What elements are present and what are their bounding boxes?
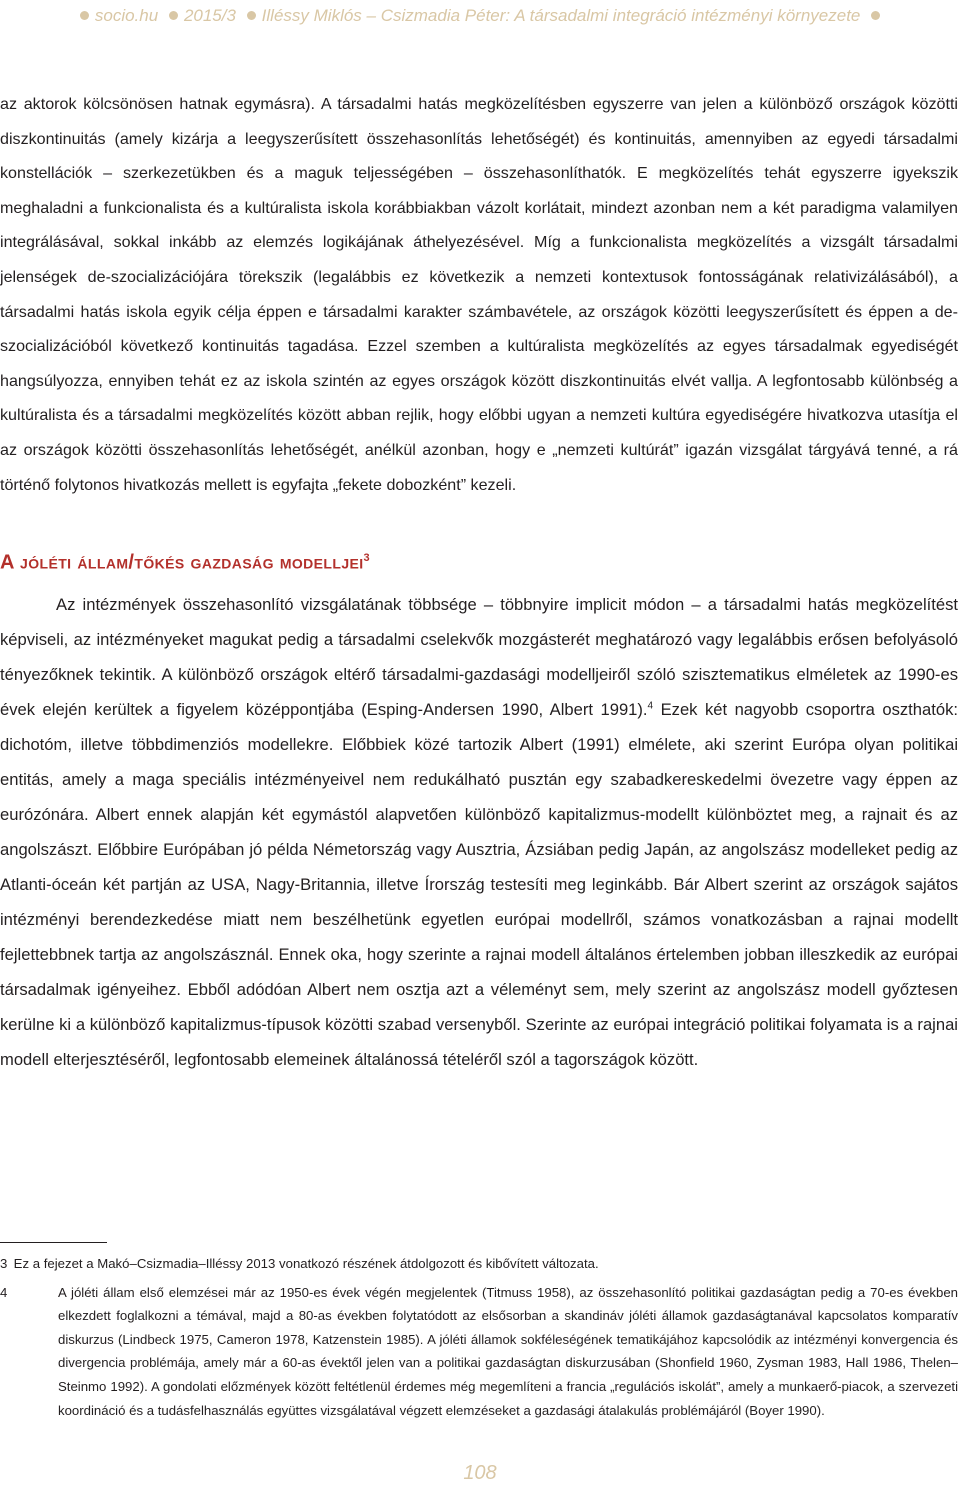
section-heading-footnote-ref[interactable]: 3 [363, 552, 371, 565]
footnote-number: 4 [0, 1284, 8, 1300]
section-paragraph-text-1: Az intézmények összehasonlító vizsgálatának többsége – többnyire implicit módon – a társadalmi hatás megközelítést képviseli, az intézményeket magukat pedig a társadalmi cselekvők mozgásterét meghatározó vagy legalábbis erősen befolyásoló tényezőknek tekintik. A különböző országok eltérő társadalmi-gazdasági modelljeiről szóló szisztematikus elméletek az 1990-es évek elején kerültek a figyelem középpontjába (Esping-Andersen 1990, Albert 1991). [0, 595, 958, 720]
footnotes [0, 1252, 958, 1427]
section-paragraph [0, 587, 958, 1077]
bullet-dot-icon [169, 11, 178, 20]
section-body [0, 587, 958, 1077]
section-heading [0, 538, 958, 578]
header-article: Illéssy Miklós – Csizmadia Péter: A társadalmi integráció intézményi környezete [261, 6, 861, 25]
footnote-4 [0, 1281, 958, 1423]
page-body [0, 87, 958, 1077]
header-issue: 2015/3 [183, 6, 236, 25]
bullet-dot-icon [871, 11, 880, 20]
footnote-3 [0, 1252, 958, 1276]
bullet-dot-icon [247, 11, 256, 20]
intro-paragraph [0, 87, 958, 502]
page-number: 108 [463, 1462, 497, 1484]
footnote-divider [0, 1242, 107, 1243]
section-heading-text: A jóléti állam/tőkés gazdaság modelljei [0, 551, 364, 574]
running-header [0, 4, 960, 28]
footnote-text: Ez a fejezet a Makó–Csizmadia–Illéssy 2013 vonatkozó részének átdolgozott és kibővített változata. [13, 1256, 599, 1271]
footnote-number: 3 [0, 1256, 8, 1271]
bullet-dot-icon [80, 11, 89, 20]
footnote-text: A jóléti állam első elemzései már az 1950-es évek végén megjelentek (Titmuss 1958), az összehasonlító politikai gazdaságtan pedig a 70-es években elkezdett foglalkozni a témával, majd a 80-as években folytatódott az elsősorban a skandináv jóléti államok gazdaságtanával kapcsolatos komparatív diskurzus (Lindbeck 1975, Cameron 1978, Katzenstein 1985). A jóléti államok sokféleségének tematikájához kapcsolódik az intézményi konvergencia és divergencia problémája, amely már a 60-as évektől jelen van a politikai gazdaságtan diskurzusában (Shonfield 1960, Zysman 1983, Hall 1986, Thelen–Steinmo 1992). A gondolati előzmények között feltétlenül érdemes még megemlíteni a francia „regulációs iskolát”, amely a munkaerő-piacok, a szervezeti koordináció és a tudásfelhasználás együttes vizsgálatával végzett elemzéseket a gazdasági átalakulás problémájáról (Boyer 1990). [58, 1284, 958, 1418]
section-paragraph-text-2: Ezek két nagyobb csoportra oszthatók: dichotóm, illetve többdimenziós modellekre. Előbbiek közé tartozik Albert (1991) elmélete, aki szerint Európa olyan politikai entitás, amely a maga speciális intézményeivel nem redukálható pusztán egy szabadkereskedelmi övezetre vagy éppen az eurózónára. Albert ennek alapján két egymástól alapvetően különböző kapitalizmus-modellt különböztet meg, a rajnait és az angolszászt. Előbbire Európában jó példa Németország vagy Ausztria, Ázsiában pedig Japán, az angolszász modelleket pedig az Atlanti-óceán két partján az USA, Nagy-Britannia, illetve Írország testesíti meg leginkább. Bár Albert szerint az országok sajátos intézményi berendezkedése miatt nem beszélhetünk egyetlen európai modellről, számos vonatkozásban a rajnai modellt fejlettebbnek tartja az angolszásznál. Ennek oka, hogy szerinte a rajnai modell általános értelemben jobban illeszkedik az európai társadalmak igényeihez. Ebből adódóan Albert nem osztja azt a véleményt sem, mely szerint az angolszász modell győztesen kerülne ki a különböző kapitalizmus-típusok közötti szabad versenyből. Szerinte az európai integráció politikai folyamata is a rajnai modell elterjesztéséről, legfontosabb elemeinek általánossá tételéről szól a tagországok között. [0, 700, 958, 1070]
footnote-ref-4[interactable]: 4 [647, 700, 654, 712]
header-site: socio.hu [94, 6, 159, 25]
intro-paragraph-text: az aktorok kölcsönösen hatnak egymásra). A társadalmi hatás megközelítésben egyszerre van jelen a különböző országok közötti diszkontinuitás (amely kizárja a leegyszerűsített összehasonlítás lehetőségét) és kontinuitás, amennyiben az egyedi társadalmi konstellációk – szerkezetükben és a maguk teljességében – összehasonlíthatók. E megközelítés tehát egyszerre igyekszik meghaladni a funkcionalista és a kultúralista iskola korábbiakban vázolt korlátait, mindezt azonban nem a két paradigma valamilyen integrálásával, sokkal inkább az elemzés logikájának áthelyezésével. Míg a funkcionalista megközelítés a vizsgált társadalmi jelenségek de-szocializációjára törekszik (legalábbis ez következik a nemzeti kontextusok fontosságának relativizálásából), a társadalmi hatás iskola egyik célja éppen e társadalmi karakter számbavétele, az országok közötti leegyszerűsített és éppen a de-szocializációból következő kontinuitás tagadása. Ezzel szemben a kultúralista megközelítés az egyes társadalmak egyediségét hangsúlyozza, ennyiben tehát ez az iskola szintén az egyes országok között diszkontinuitás elvét vallja. A legfontosabb különbség a kultúralista és a társadalmi megközelítés között abban rejlik, hogy előbbi ugyan a nemzeti kultúra egyediségére hivatkozva utasítja el az országok közötti összehasonlítás lehetőségét, anélkül azonban, hogy e „nemzeti kultúrát” igazán vizsgálat tárgyává tenné, a rá történő folytonos hivatkozás mellett is egyfajta „fekete dobozként” kezeli. [0, 95, 958, 494]
